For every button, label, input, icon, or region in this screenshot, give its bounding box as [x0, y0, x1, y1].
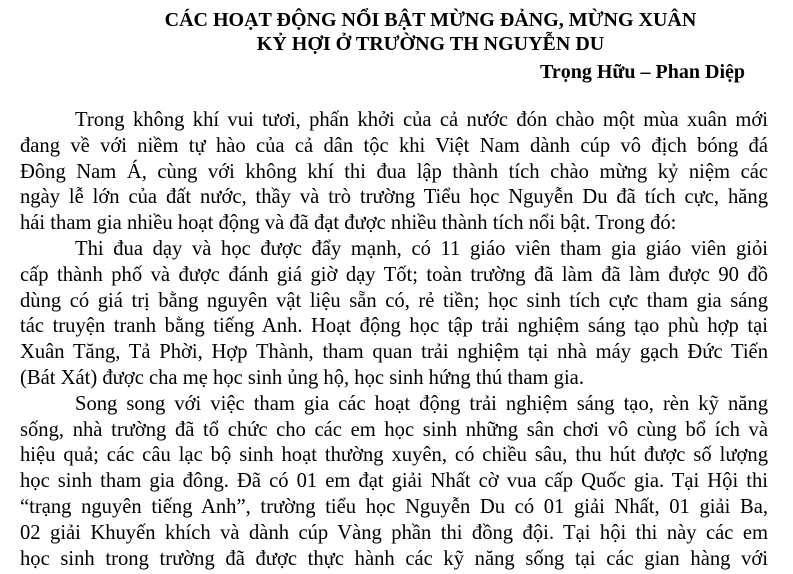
body-line: Trong không khí vui tươi, phấn khởi của cả nước đón chào một mùa xuân mới — [75, 109, 768, 131]
article-title-line-1: CÁC HOẠT ĐỘNG NỔI BẬT MỪNG ĐẢNG, MỪNG XUÂN — [164, 9, 697, 31]
body-line: học sinh tham gia đông. Đã có 01 em đạt giải Nhất cờ vua cấp Quốc gia. Tại Hội thi — [20, 470, 768, 493]
body-line: hái tham gia nhiều hoạt động và đã đạt được nhiều thành tích nổi bật. Trong đó: — [20, 212, 677, 235]
body-line: “trạng nguyên tiếng Anh”, trường tiểu học Nguyễn Du có 01 giải Nhất, 01 giải Ba, — [20, 495, 768, 518]
body-line: học sinh trong trường đã được thực hành các kỹ năng sống tại các gian hàng với — [20, 547, 768, 570]
body-line: Đông Nam Á, cùng với không khí thi đua lập thành tích chào mừng kỷ niệm các — [20, 160, 768, 183]
article-title-line-2: KỶ HỢI Ở TRƯỜNG TH NGUYỄN DU — [256, 33, 605, 55]
article-body — [20, 108, 768, 572]
body-line: dùng có giá trị bằng nguyên vật liệu sẵn có, rẻ tiền; học sinh tích cực tham gia sáng — [20, 289, 768, 312]
body-line: (Bát Xát) được cha mẹ học sinh ủng hộ, học sinh hứng thú tham gia. — [20, 366, 584, 389]
body-line: cấp thành phố và được đánh giá giờ dạy Tốt; toàn trường đã làm đã làm được 90 đồ — [20, 263, 768, 286]
body-line: hiệu quả; các câu lạc bộ sinh hoạt thường xuyên, có chiều sâu, thu hút được số lượng — [20, 444, 768, 467]
body-line: tác truyện tranh bằng tiếng Anh. Hoạt động học tập trải nghiệm sáng tạo phù hợp tại — [20, 315, 768, 338]
body-line: Xuân Tăng, Tả Phời, Hợp Thành, tham quan trải nghiệm tại nhà máy gạch Đức Tiến — [20, 341, 768, 364]
body-line: sống, nhà trường đã tổ chức cho các em học sinh những sân chơi vô cùng bổ ích và — [20, 418, 768, 441]
body-line: Song song với việc tham gia các hoạt động trải nghiệm sáng tạo, rèn kỹ năng — [75, 392, 768, 415]
body-line: đang về với niềm tự hào của cả dân tộc khi Việt Nam dành cúp vô địch bóng đá — [20, 134, 768, 157]
article-author: Trọng Hữu – Phan Diệp — [540, 61, 745, 83]
body-line: Thi đua dạy và học được đẩy mạnh, có 11 giáo viên tham gia giáo viên giỏi — [75, 237, 768, 260]
body-line: 02 giải Khuyến khích và dành cúp Vàng phần thi đồng đội. Tại hội thi này các em — [20, 521, 768, 544]
body-line: ngày lễ lớn của đất nước, thầy và trò trường Tiểu học Nguyễn Du đã tích cực, hăng — [20, 186, 768, 209]
